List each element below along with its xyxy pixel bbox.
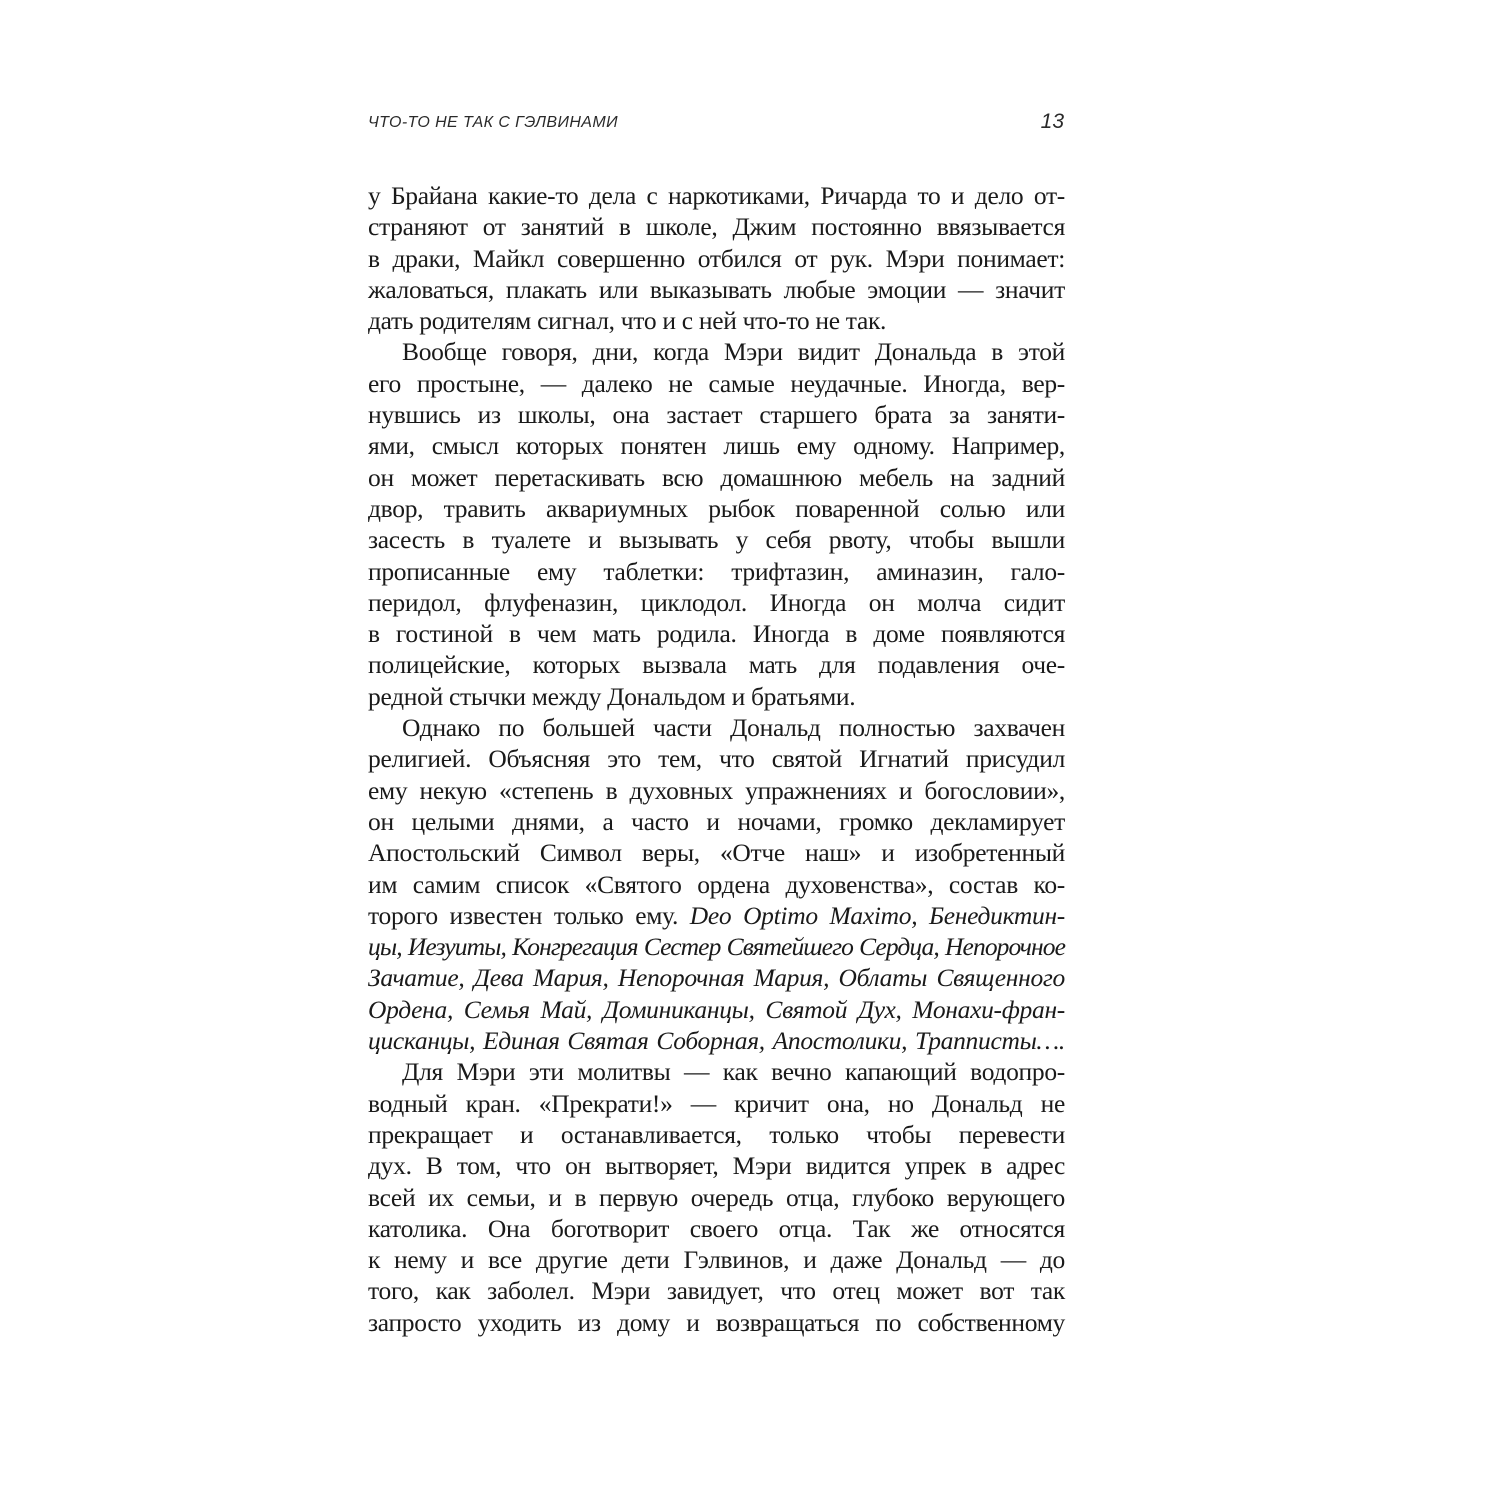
text-line: религией. Объясняя это тем, что святой Игнатий присудил xyxy=(368,744,1065,774)
running-header xyxy=(368,110,1068,140)
text-line: запросто уходить из дому и возвращаться по собственному xyxy=(368,1307,1065,1337)
text-line-italic: цисканцы, Единая Святая Соборная, Апостолики, Трапписты…. xyxy=(368,1026,1065,1056)
text-line: дух. В том, что он вытворяет, Мэри видится упрек в адрес xyxy=(368,1151,1065,1181)
text-line: всей их семьи, и в первую очередь отца, глубоко верующего xyxy=(368,1182,1065,1212)
text-line: ему некую «степень в духовных упражнениях и богословии», xyxy=(368,775,1065,805)
text-line: нувшись из школы, она застает старшего брата за заняти- xyxy=(368,400,1065,430)
text-line: водный кран. «Прекрати!» — кричит она, но Дональд не xyxy=(368,1088,1065,1118)
text-line: им самим список «Святого ордена духовенства», состав ко- xyxy=(368,869,1065,899)
text-line: в драки, Майкл совершенно отбился от рук. Мэри понимает: xyxy=(368,243,1065,273)
text-line: Для Мэри эти молитвы — как вечно капающий водопро- xyxy=(402,1057,1065,1087)
text-line: он может перетаскивать всю домашнюю мебель на задний xyxy=(368,462,1065,492)
running-title: ЧТО-ТО НЕ ТАК С ГЭЛВИНАМИ xyxy=(368,114,618,131)
text-line: прописанные ему таблетки: трифтазин, аминазин, гало- xyxy=(368,556,1065,586)
text-line: перидол, флуфеназин, циклодол. Иногда он молча сидит xyxy=(368,587,1065,617)
text-line-italic: цы, Иезуиты, Конгрегация Сестер Святейшего Сердца, Непорочное xyxy=(368,932,1065,962)
text-line: его простыне, — далеко не самые неудачные. Иногда, вер- xyxy=(368,368,1065,398)
text-line: страняют от занятий в школе, Джим постоянно ввязывается xyxy=(368,212,1065,242)
text-line: у Брайана какие-то дела с наркотиками, Ричарда то и дело от- xyxy=(368,181,1065,210)
text-line-italic: Ордена, Семья Май, Доминиканцы, Святой Дух, Монахи-фран- xyxy=(368,994,1065,1024)
body-text xyxy=(368,180,1065,1338)
text-line: Однако по большей части Дональд полностью захвачен xyxy=(402,713,1065,743)
text-line: Вообще говоря, дни, когда Мэри видит Дональда в этой xyxy=(402,337,1065,367)
text-line: засесть в туалете и вызывать у себя рвоту, чтобы вышли xyxy=(368,525,1065,555)
text-segment: торого известен только ему. xyxy=(368,900,679,930)
italic-segment: Deo Optimo Maximo, Бенедиктин- xyxy=(689,900,1065,930)
text-line: в гостиной в чем мать родила. Иногда в доме появляются xyxy=(368,619,1065,649)
text-line: двор, травить аквариумных рыбок поваренной солью или xyxy=(368,493,1065,523)
text-line: редной стычки между Дональдом и братьями. xyxy=(368,681,856,711)
text-line: к нему и все другие дети Гэлвинов, и даже Дональд — до xyxy=(368,1245,1065,1275)
text-line: дать родителям сигнал, что и с ней что-то не так. xyxy=(368,306,887,336)
text-line: ями, смысл которых понятен лишь ему одному. Например, xyxy=(368,431,1065,461)
text-line: Апостольский Символ веры, «Отче наш» и изобретенный xyxy=(368,838,1065,868)
page-number: 13 xyxy=(1040,110,1064,133)
text-line: того, как заболел. Мэри завидует, что отец может вот так xyxy=(368,1276,1065,1306)
text-line-italic: Зачатие, Дева Мария, Непорочная Мария, Облаты Священного xyxy=(368,963,1065,993)
text-line-mixed xyxy=(368,900,1065,931)
text-line: он целыми днями, а часто и ночами, громко декламирует xyxy=(368,806,1065,836)
text-line: жаловаться, плакать или выказывать любые эмоции — значит xyxy=(368,274,1065,304)
text-line: католика. Она боготворит своего отца. Так же относятся xyxy=(368,1213,1065,1243)
text-line: полицейские, которых вызвала мать для подавления оче- xyxy=(368,650,1065,680)
text-line: прекращает и останавливается, только чтобы перевести xyxy=(368,1119,1065,1149)
